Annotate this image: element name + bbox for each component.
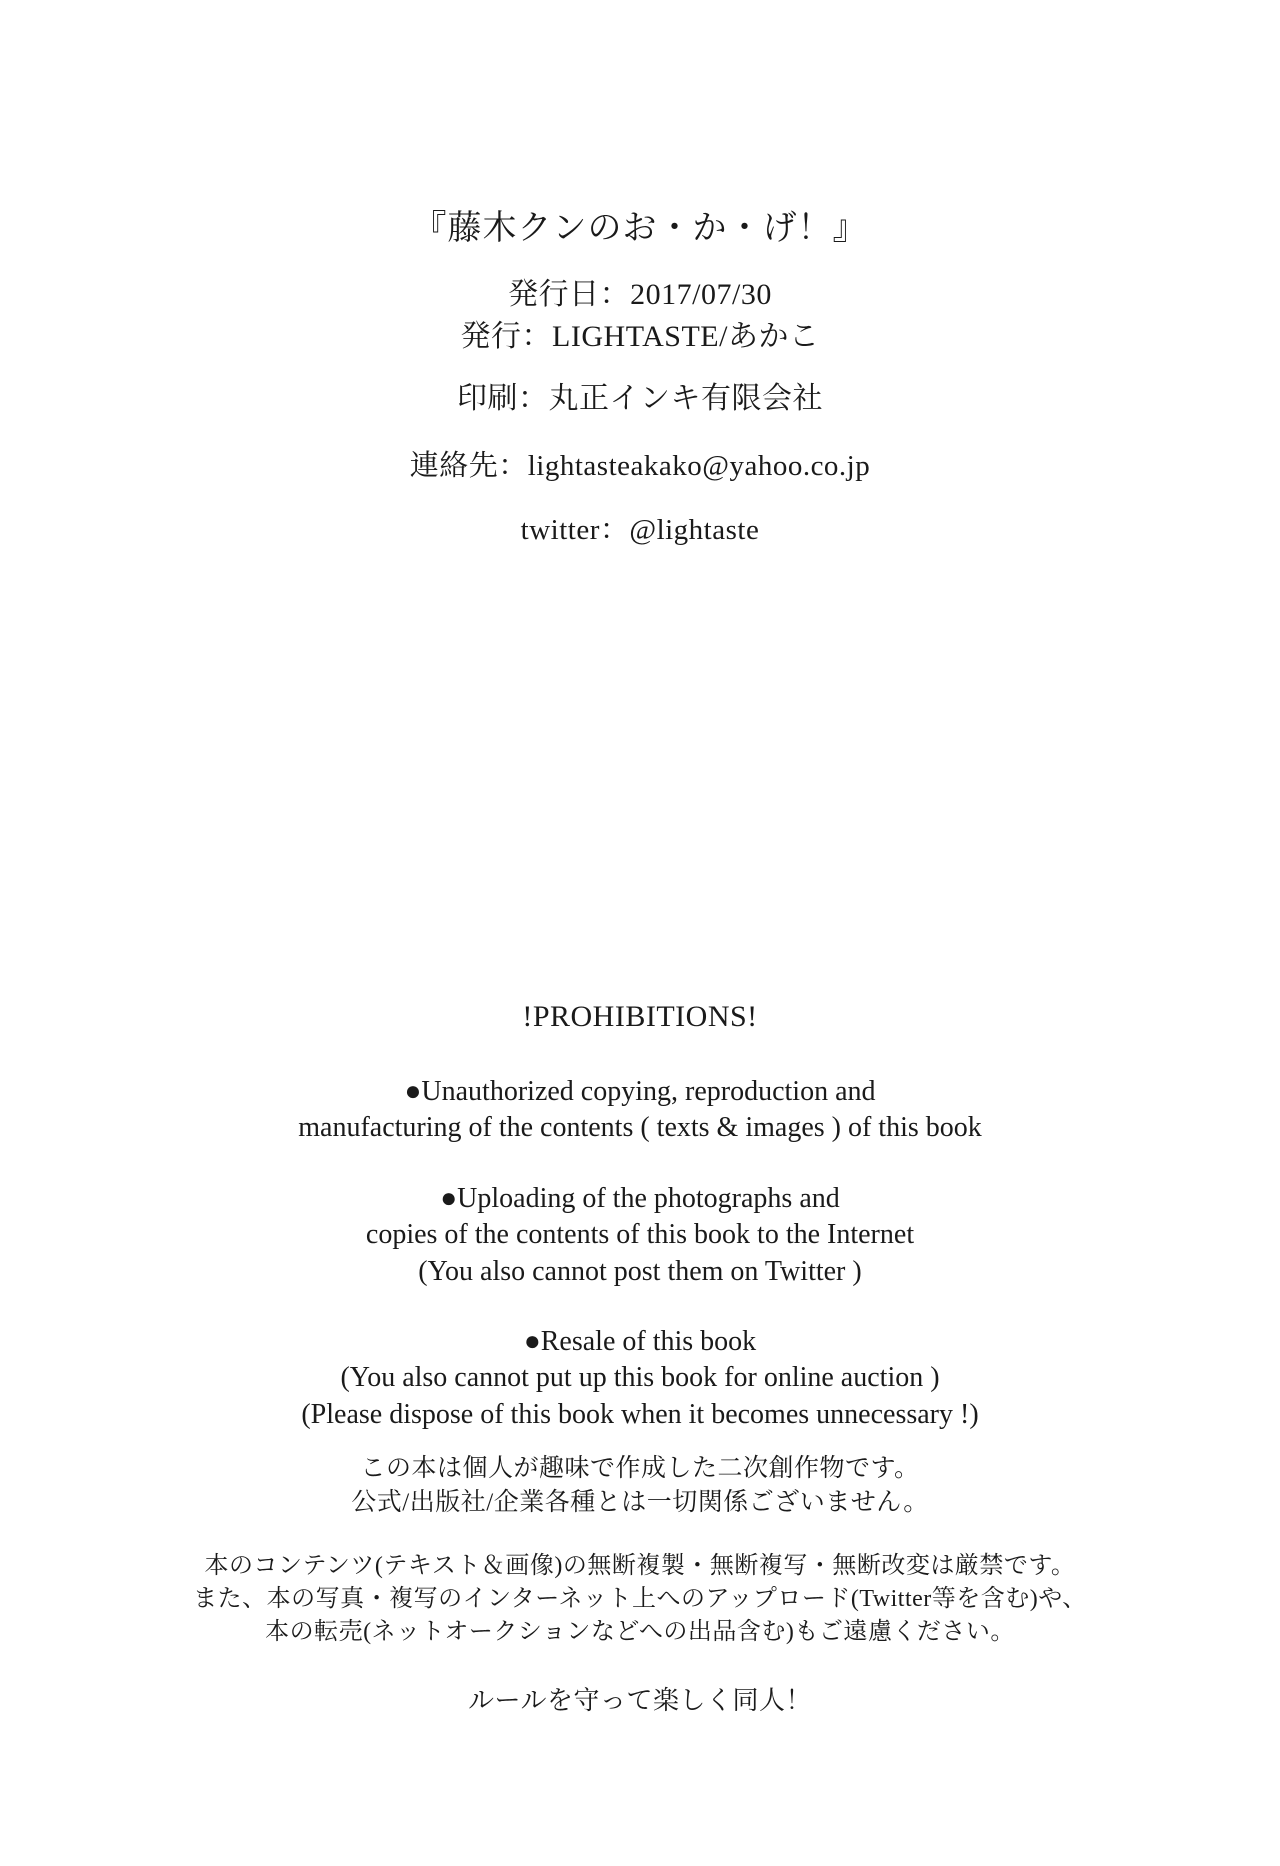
publisher: 発行：LIGHTASTE/あかこ [460, 319, 820, 353]
prohibition-line: (Please dispose of this book when it becomes unnecessary !) [301, 1398, 979, 1430]
printer: 印刷：丸正インキ有限会社 [457, 381, 823, 415]
colophon-block [0, 200, 1280, 550]
rules-line: 本のコンテンツ(テキスト＆画像)の無断複製・無断複写・無断改変は厳禁です。 [204, 1553, 1076, 1579]
prohibitions-block [0, 1000, 1280, 1433]
prohibition-item [0, 1181, 1280, 1290]
japanese-notice-block [0, 1452, 1280, 1719]
prohibition-line: ●Resale of this book [523, 1325, 757, 1357]
prohibition-item [0, 1074, 1280, 1147]
prohibition-line: manufacturing of the contents ( texts & images ) of this book [298, 1112, 982, 1144]
closing-line: ルールを守って楽しく同人！ [468, 1686, 812, 1716]
book-title: 『藤木クンのお・か・げ！』 [412, 210, 868, 247]
prohibition-line: ●Unauthorized copying, reproduction and [404, 1076, 876, 1107]
prohibition-item [0, 1324, 1280, 1433]
disclaimer-line: 公式/出版社/企業各種とは一切関係ございません。 [351, 1489, 929, 1516]
disclaimer-group [0, 1452, 1280, 1520]
rules-group [0, 1550, 1280, 1649]
disclaimer-line: この本は個人が趣味で作成した二次創作物です。 [360, 1455, 920, 1482]
contact-email: 連絡先：lightasteakako@yahoo.co.jp [409, 449, 871, 482]
twitter-handle: twitter：@lightaste [520, 514, 760, 547]
rules-line: また、本の写真・複写のインターネット上へのアップロード(Twitter等を含む)や、 [193, 1586, 1087, 1613]
publish-date: 発行日：2017/07/30 [508, 278, 772, 311]
prohibition-line: (You also cannot put up this book for online auction ) [340, 1362, 940, 1394]
prohibition-line: ●Uploading of the photographs and [440, 1182, 840, 1214]
prohibition-line: copies of the contents of this book to the Internet [365, 1219, 915, 1251]
rules-line: 本の転売(ネットオークションなどへの出品含む)もご遠慮ください。 [265, 1619, 1015, 1646]
prohibition-line: (You also cannot post them on Twitter ) [418, 1255, 862, 1287]
prohibitions-heading: !PROHIBITIONS! [522, 1000, 758, 1033]
